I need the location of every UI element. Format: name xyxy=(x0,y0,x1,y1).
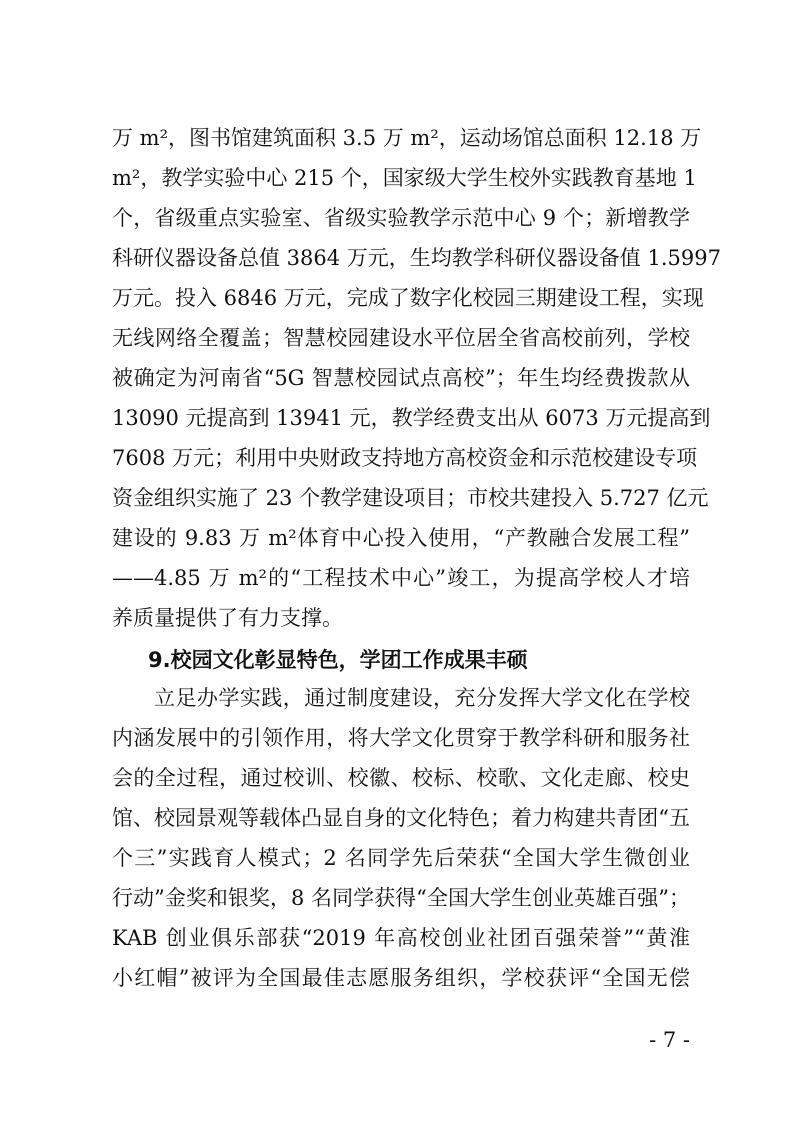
text-line: 个三”实践育人模式；2 名同学先后荣获“全国大学生微创业 xyxy=(112,846,690,870)
text-line: 立足办学实践，通过制度建设，充分发挥大学文化在学校 xyxy=(154,686,690,710)
text-line: 行动”金奖和银奖，8 名同学获得“全国大学生创业英雄百强”； xyxy=(112,886,690,910)
text-line: 建设的 9.83 万 m²体育中心投入使用，“产教融合发展工程” xyxy=(112,526,690,550)
section-heading: 9.校园文化彰显特色，学团工作成果丰硕 xyxy=(148,648,528,672)
text-line: 万元。投入 6846 万元，完成了数字化校园三期建设工程，实现 xyxy=(112,286,704,310)
text-line: 13090 元提高到 13941 元，教学经费支出从 6073 万元提高到 xyxy=(112,406,711,430)
text-line: 万 m²，图书馆建筑面积 3.5 万 m²，运动场馆总面积 12.18 万 xyxy=(112,126,702,150)
text-line: 个，省级重点实验室、省级实验教学示范中心 9 个；新增教学 xyxy=(112,206,690,230)
text-line: 资金组织实施了 23 个教学建设项目；市校共建投入 5.727 亿元 xyxy=(112,486,709,510)
text-line: 小红帽”被评为全国最佳志愿服务组织，学校获评“全国无偿 xyxy=(112,966,690,990)
text-line: 馆、校园景观等载体凸显自身的文化特色；着力构建共青团“五 xyxy=(112,806,690,830)
text-line: m²，教学实验中心 215 个，国家级大学生校外实践教育基地 1 xyxy=(112,166,697,190)
text-line: 被确定为河南省“5G 智慧校园试点高校”；年生均经费拨款从 xyxy=(112,366,690,390)
text-line: 会的全过程，通过校训、校徽、校标、校歌、文化走廊、校史 xyxy=(112,766,690,790)
page-number: - 7 - xyxy=(649,1028,690,1052)
text-line: 科研仪器设备总值 3864 万元，生均教学科研仪器设备值 1.5997 xyxy=(112,246,721,270)
text-line: 内涵发展中的引领作用，将大学文化贯穿于教学科研和服务社 xyxy=(112,726,690,750)
text-line: 7608 万元；利用中央财政支持地方高校资金和示范校建设专项 xyxy=(112,446,698,470)
text-line: 养质量提供了有力支撑。 xyxy=(112,606,343,630)
text-line: 无线网络全覆盖；智慧校园建设水平位居全省高校前列，学校 xyxy=(112,326,690,350)
text-line: ——4.85 万 m²的“工程技术中心”竣工，为提高学校人才培 xyxy=(112,566,690,590)
text-line: KAB 创业俱乐部获“2019 年高校创业社团百强荣誉”“黄淮 xyxy=(112,926,690,950)
